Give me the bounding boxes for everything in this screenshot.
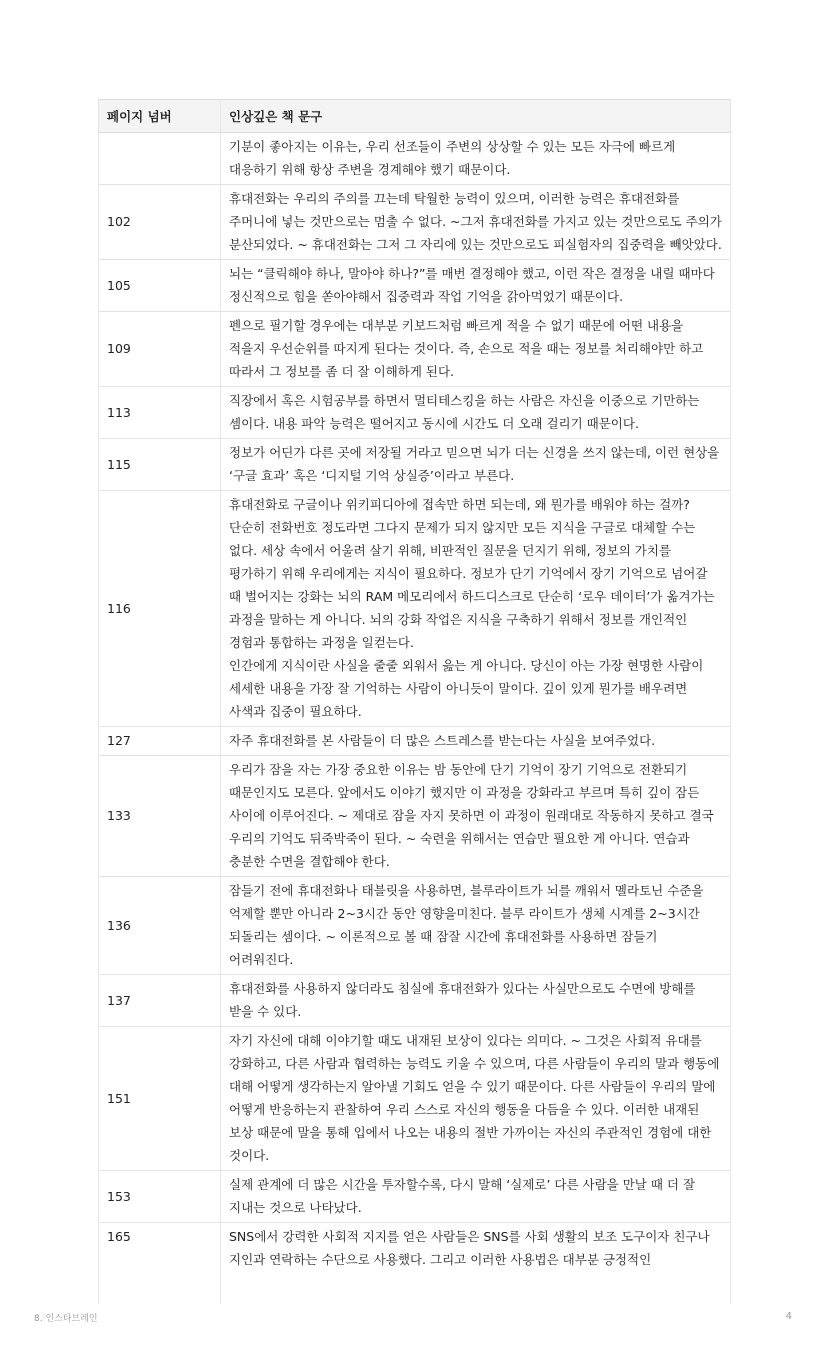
table-row <box>99 312 731 387</box>
header-row <box>99 100 731 133</box>
quote-paragraph: 실제 관계에 더 많은 시간을 투자할수록, 다시 말해 ‘실제로’ 다른 사람을 만날 때 더 잘 지내는 것으로 나타났다. <box>229 1177 696 1215</box>
row-page-number: 133 <box>99 756 221 877</box>
row-page-number: 113 <box>99 387 221 439</box>
row-quote <box>221 491 731 727</box>
table-row <box>99 756 731 877</box>
quote-paragraph: 정보가 어딘가 다른 곳에 저장될 거라고 믿으면 뇌가 더는 신경을 쓰지 않는데, 이런 현상을 ‘구글 효과’ 혹은 ‘디지털 기억 상실증’이라고 부른다. <box>229 445 720 483</box>
table-row <box>99 260 731 312</box>
table-row <box>99 491 731 727</box>
row-quote <box>221 877 731 975</box>
row-page-number: 153 <box>99 1171 221 1223</box>
header-quote: 인상깊은 책 문구 <box>221 100 731 133</box>
quote-paragraph: 펜으로 필기할 경우에는 대부분 키보드처럼 빠르게 적을 수 없기 때문에 어떤 내용을 적을지 우선순위를 따지게 된다는 것이다. 즉, 손으로 적을 때는 정보를 처리해야만 하고 따라서 그 정보를 좀 더 잘 이해하게 된다. <box>229 318 704 379</box>
quote-paragraph: 자주 휴대전화를 본 사람들이 더 많은 스트레스를 받는다는 사실을 보여주었다. <box>229 733 656 748</box>
row-quote <box>221 133 731 185</box>
quote-paragraph: 인간에게 지식이란 사실을 줄줄 외워서 읊는 게 아니다. 당신이 아는 가장 현명한 사람이 세세한 내용을 가장 잘 기억하는 사람이 아니듯이 말이다. 깊이 있게 뭔가를 배우려면 사색과 집중이 필요하다. <box>229 658 704 719</box>
row-page-number: 116 <box>99 491 221 727</box>
table-row <box>99 727 731 756</box>
quote-paragraph: SNS에서 강력한 사회적 지지를 얻은 사람들은 SNS를 사회 생활의 보조 도구이자 친구나 지인과 연락하는 수단으로 사용했다. 그리고 이러한 사용법은 대부분 긍정적인 <box>229 1229 710 1267</box>
row-page-number: 127 <box>99 727 221 756</box>
quotes-table <box>98 99 731 1304</box>
table-row <box>99 1027 731 1171</box>
quote-paragraph: 잠들기 전에 휴대전화나 태블릿을 사용하면, 블루라이트가 뇌를 깨워서 멜라토닌 수준을 억제할 뿐만 아니라 2~3시간 동안 영향을미친다. 블루 라이트가 생체 시계를 2~3시간 되돌리는 셈이다. ~ 이론적으로 볼 때 잠잘 시간에 휴대전화를 사용하면 잠들기 어려워진다. <box>229 883 704 967</box>
row-quote <box>221 312 731 387</box>
table-row <box>99 975 731 1027</box>
row-quote <box>221 1171 731 1223</box>
row-page-number: 165 <box>99 1223 221 1305</box>
quote-paragraph: 자기 자신에 대해 이야기할 때도 내재된 보상이 있다는 의미다. ~ 그것은 사회적 유대를 강화하고, 다른 사람과 협력하는 능력도 키울 수 있으며, 다른 사람들이 우리의 말과 행동에 대해 어떻게 생각하는지 알아낼 기회도 얻을 수 있기 때문이다. 다른 사람들이 우리의 말에 어떻게 반응하는지 관찰하여 우리 스스로 자신의 행동을 다듬을 수 있다. 이러한 내재된 보상 때문에 말을 통해 입에서 나오는 내용의 절반 가까이는 자신의 주관적인 경험에 대한 것이다. <box>229 1033 720 1163</box>
table-row <box>99 1223 731 1305</box>
quote-paragraph: 직장에서 혹은 시험공부를 하면서 멀티테스킹을 하는 사람은 자신을 이중으로 기만하는 셈이다. 내용 파악 능력은 떨어지고 동시에 시간도 더 오래 걸리기 때문이다. <box>229 393 700 431</box>
quote-paragraph: 휴대전화를 사용하지 않더라도 침실에 휴대전화가 있다는 사실만으로도 수면에 방해를 받을 수 있다. <box>229 981 696 1019</box>
table-row <box>99 877 731 975</box>
quote-paragraph: 휴대전화로 구글이나 위키피디아에 접속만 하면 되는데, 왜 뭔가를 배워야 하는 걸까? 단순히 전화번호 정도라면 그다지 문제가 되지 않지만 모든 지식을 구글로 대체할 수는 없다. 세상 속에서 어울려 살기 위해, 비판적인 질문을 던지기 위해, 정보의 가치를 평가하기 위해 우리에게는 지식이 필요하다. 정보가 단기 기억에서 장기 기억으로 넘어갈 때 벌어지는 강화는 뇌의 RAM 메모리에서 하드디스크로 단순히 ‘로우 데이터’가 옮겨가는 과정을 말하는 게 아니다. 뇌의 강화 작업은 지식을 구축하기 위해서 정보를 개인적인 경험과 통합하는 과정을 일컫는다. <box>229 497 715 650</box>
row-quote <box>221 975 731 1027</box>
row-page-number: 115 <box>99 439 221 491</box>
row-page-number: 151 <box>99 1027 221 1171</box>
row-page-number: 136 <box>99 877 221 975</box>
quote-paragraph: 기분이 좋아지는 이유는, 우리 선조들이 주변의 상상할 수 있는 모든 자극에 빠르게 대응하기 위해 항상 주변을 경계해야 했기 때문이다. <box>229 139 676 177</box>
quote-paragraph: 휴대전화는 우리의 주의를 끄는데 탁월한 능력이 있으며, 이러한 능력은 휴대전화를 주머니에 넣는 것만으로는 멈출 수 없다. ~그저 휴대전화를 가지고 있는 것만으로도 주의가 분산되었다. ~ 휴대전화는 그저 그 자리에 있는 것만으로도 피실험자의 집중력을 빼앗았다. <box>229 191 722 252</box>
row-quote <box>221 756 731 877</box>
row-quote <box>221 387 731 439</box>
table-header <box>99 100 731 133</box>
row-quote <box>221 727 731 756</box>
table-row <box>99 133 731 185</box>
quote-paragraph: 우리가 잠을 자는 가장 중요한 이유는 밤 동안에 단기 기억이 장기 기억으로 전환되기 때문인지도 모른다. 앞에서도 이야기 했지만 이 과정을 강화라고 부르며 특히 깊이 잠든 사이에 이루어진다. ~ 제대로 잠을 자지 못하면 이 과정이 원래대로 작동하지 못하고 결국 우리의 기억도 뒤죽박죽이 된다. ~ 숙련을 위해서는 연습만 필요한 게 아니다. 연습과 충분한 수면을 결합해야 한다. <box>229 762 714 869</box>
table-row <box>99 1171 731 1223</box>
row-page-number: 105 <box>99 260 221 312</box>
table-row <box>99 387 731 439</box>
row-page-number: 109 <box>99 312 221 387</box>
row-quote <box>221 1223 731 1305</box>
table-row <box>99 439 731 491</box>
table-row <box>99 185 731 260</box>
row-page-number: 137 <box>99 975 221 1027</box>
footer-book-title: 8. 인스타브레인 <box>34 1314 98 1324</box>
row-page-number: 102 <box>99 185 221 260</box>
row-quote <box>221 439 731 491</box>
row-page-number <box>99 133 221 185</box>
header-page-number: 페이지 넘버 <box>99 100 221 133</box>
row-quote <box>221 185 731 260</box>
quote-paragraph: 뇌는 “클릭해야 하나, 말아야 하나?”를 매번 결정해야 했고, 이런 작은 결정을 내릴 때마다 정신적으로 힘을 쏟아야해서 집중력과 작업 기억을 갉아먹었기 때문이다. <box>229 266 715 304</box>
row-quote <box>221 1027 731 1171</box>
table-body <box>99 133 731 1305</box>
row-quote <box>221 260 731 312</box>
footer-page-number: 4 <box>785 1311 792 1322</box>
